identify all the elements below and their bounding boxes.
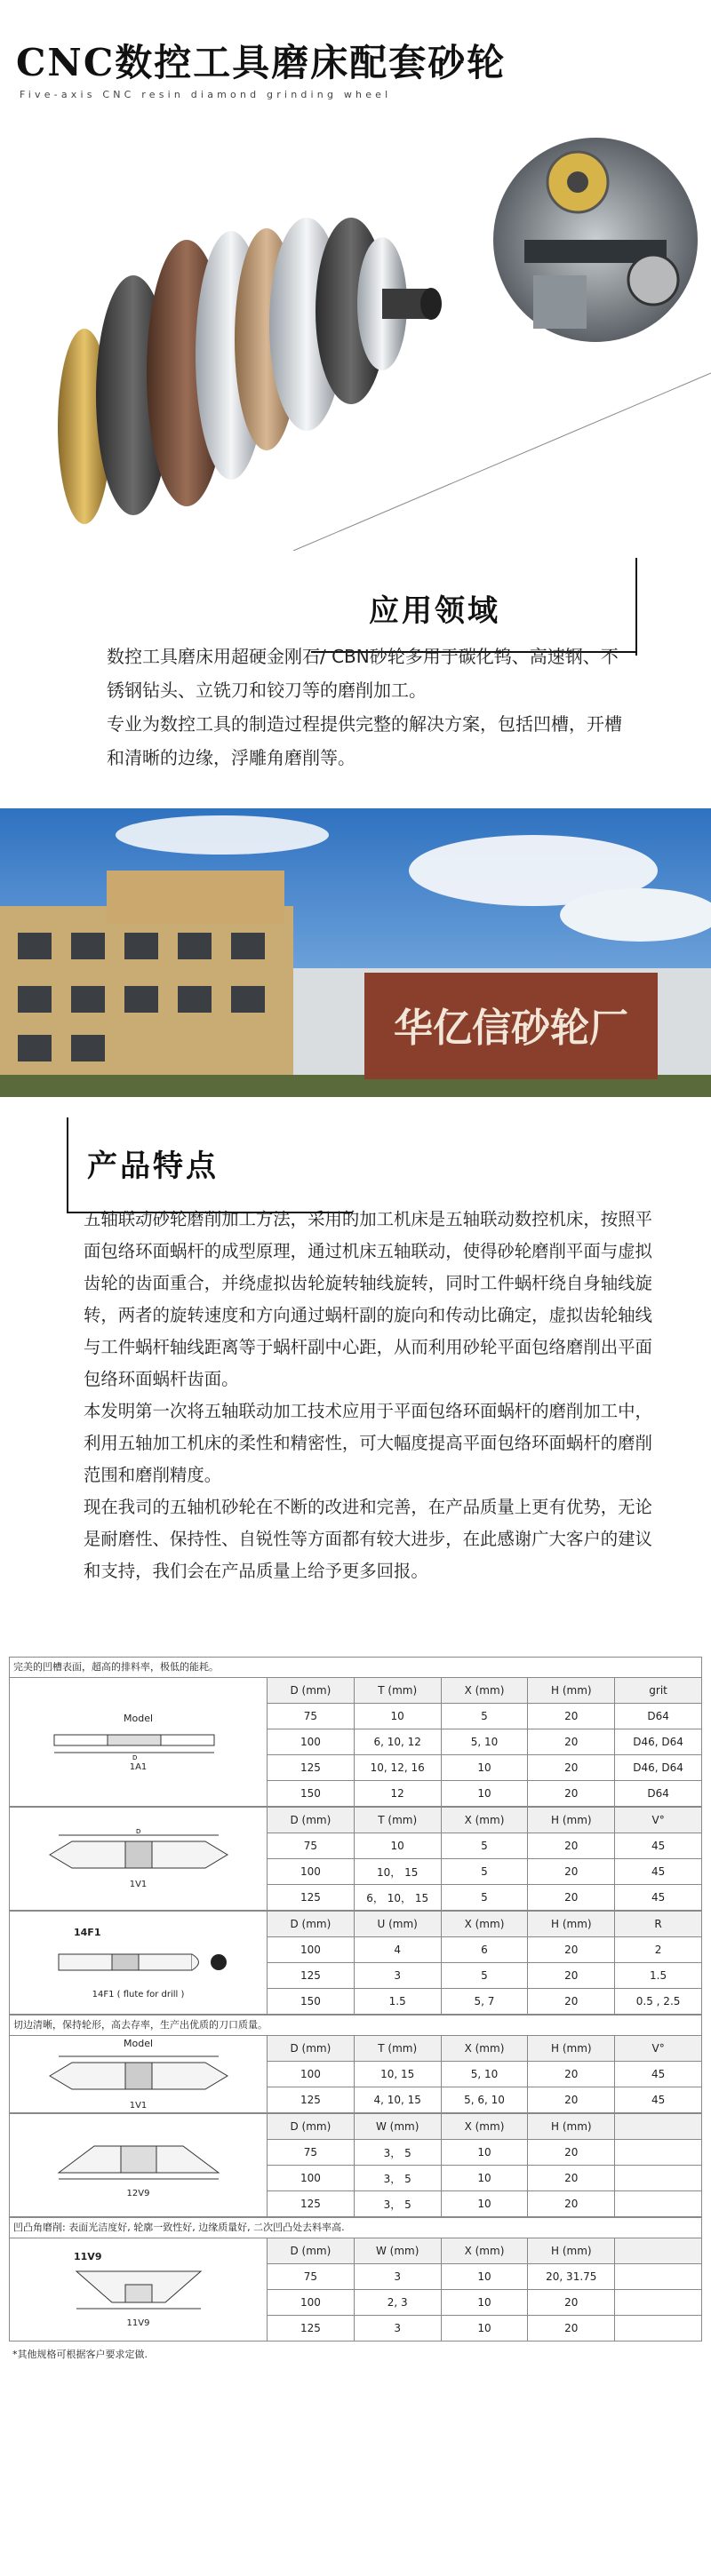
spec-note-band: 切边清晰，保持轮形，高去存率，生产出优质的刀口质量。 [9,2015,702,2035]
spec-cell: D46, D64 [615,1729,702,1755]
spec-cell: 20, 31.75 [528,2264,615,2290]
spec-cell: D46, D64 [615,1755,702,1781]
spec-cell: 75 [268,2140,355,2166]
spec-cell: 20 [528,1833,615,1859]
spec-cell: 100 [268,1937,355,1963]
spec-header: H (mm) [528,2114,615,2140]
wheel-profile-diagram [12,1724,265,1762]
spec-header: T (mm) [354,1808,441,1833]
spec-model-cell [10,2036,268,2113]
spec-header: D (mm) [268,2238,355,2264]
spec-model-name: 14F1 ( flute for drill ) [92,1989,185,2000]
spec-header: Model [123,1712,154,1724]
features-paragraph: 五轴联动砂轮磨削加工方法，采用的加工机床是五轴联动数控机床，按照平面包络环面蜗杆的成型原理，通过机床五轴联动，使得砂轮磨削平面与虚拟齿轮的齿面重合，并绕虚拟齿轮旋转轴线旋转，同时工件蜗杆绕自身轴线旋转，两者的旋转速度和方向通过蜗杆副的旋向和传动比确定，虚拟齿轮轴线与工件蜗杆轴线距离等于蜗杆副中心距，从而利用砂轮平面包络磨削出平面包络环面蜗杆齿面。 [84,1209,652,1389]
spec-header: T (mm) [354,1678,441,1704]
spec-header: V° [615,2036,702,2062]
spec-model-cell [10,1912,268,2015]
wheel-profile-diagram [12,2133,265,2189]
spec-cell: 6, 10, 12 [354,1729,441,1755]
section-rule [67,1117,68,1213]
spec-cell: 20 [528,1937,615,1963]
spec-model-name: 12V9 [126,2188,150,2198]
spec-cell [615,2166,702,2191]
spec-cell: 5, 10 [441,1729,528,1755]
spec-cell: 10 [441,1755,528,1781]
spec-cell: 3 [354,1963,441,1989]
spec-cell: 3 [354,2316,441,2341]
spec-cell: 5, 7 [441,1989,528,2015]
spec-cell: 10, 12, 16 [354,1755,441,1781]
spec-cell: 75 [268,2264,355,2290]
page-subtitle: Five-axis CNC resin diamond grinding wheel [20,89,392,100]
spec-header [615,2114,702,2140]
spec-footnote: *其他规格可根据客户要求定做. [12,2349,148,2360]
spec-cell: 2, 3 [354,2290,441,2316]
spec-header: D (mm) [268,1912,355,1937]
spec-cell [615,2191,702,2217]
spec-cell: 20 [528,1755,615,1781]
spec-model-name: 1V1 [129,2101,148,2111]
spec-header: R [615,1912,702,1937]
spec-header: X (mm) [441,2036,528,2062]
spec-cell: 100 [268,2062,355,2087]
spec-note-band: 凹凸角磨削: 表面光洁度好, 轮廓一致性好, 边缘质量好, 二次凹凸处去料率高. [9,2217,702,2238]
spec-cell: 100 [268,2290,355,2316]
application-paragraph: 专业为数控工具的制造过程提供完整的解决方案，包括凹槽，开槽和清晰的边缘，浮雕角磨削等。 [107,713,622,768]
spec-cell: 125 [268,1755,355,1781]
spec-cell: 12 [354,1781,441,1807]
product-hero [0,107,711,551]
spec-model-cell [10,2114,268,2217]
spec-cell: 10 [354,1833,441,1859]
spec-cell: 20 [528,1704,615,1729]
spec-header: D (mm) [268,2114,355,2140]
spec-cell: 10 [441,2166,528,2191]
spec-cell: 125 [268,2191,355,2217]
spec-cell: 45 [615,1859,702,1885]
spec-model-cell [10,2238,268,2341]
spec-cell: 10 [441,2290,528,2316]
spec-cell: 45 [615,2062,702,2087]
wheel-profile-diagram [12,2049,265,2101]
spec-cell: 125 [268,2316,355,2341]
application-text [107,640,622,775]
spec-cell: 0.5 , 2.5 [615,1989,702,2015]
spec-cell: 20 [528,2062,615,2087]
spec-group [9,1807,702,1911]
spec-cell: 20 [528,2140,615,2166]
factory-sign-text: 华亿信砂轮厂 [394,1006,628,1051]
wheel-profile-diagram [12,1938,265,1990]
spec-cell: 5 [441,1963,528,1989]
spec-group [9,1677,702,1807]
spec-header: V° [615,1808,702,1833]
application-paragraph: 数控工具磨床用超硬金刚石/ CBN砂轮多用于碳化钨、高速钢、不锈钢钻头、立铣刀和铰刀等的磨削加工。 [107,646,619,701]
spec-cell: 5 [441,1833,528,1859]
spec-cell: 125 [268,2087,355,2113]
spec-header: H (mm) [528,1678,615,1704]
spec-cell [615,2316,702,2341]
spec-cell [615,2290,702,2316]
spec-cell: 20 [528,2191,615,2217]
spec-group [9,2238,702,2341]
spec-cell: 3， 5 [354,2191,441,2217]
spec-cell: 10， 15 [354,1859,441,1885]
spec-group [9,1911,702,2015]
spec-cell: 20 [528,2166,615,2191]
spec-cell: 10 [441,2264,528,2290]
features-paragraph: 现在我司的五轴机砂轮在不断的改进和完善，在产品质量上更有优势，无论是耐磨性、保持性、自锐性等方面都有较大进步，在此感谢广大客户的建议和支持，我们会在产品质量上给予更多回报。 [84,1497,652,1581]
spec-cell: 10 [441,2316,528,2341]
spec-cell: 10 [441,2140,528,2166]
spec-cell: 10 [354,1704,441,1729]
spec-cell: 20 [528,1963,615,1989]
spec-table [9,1657,702,2366]
spec-cell: 45 [615,2087,702,2113]
spec-cell: 125 [268,1885,355,1911]
spec-cell: 5 [441,1885,528,1911]
spec-cell: 3 [354,2264,441,2290]
spec-cell: 4 [354,1937,441,1963]
spec-cell: 10, 15 [354,2062,441,2087]
spec-header: Model [123,2038,154,2049]
features-paragraph: 本发明第一次将五轴联动加工技术应用于平面包络环面蜗杆的磨削加工中，利用五轴加工机床的柔性和精密性，可大幅度提高平面包络环面蜗杆的磨削范围和磨削精度。 [84,1401,652,1485]
spec-header: X (mm) [441,1678,528,1704]
spec-cell: 20 [528,1781,615,1807]
spec-header: X (mm) [441,2238,528,2264]
spec-header: H (mm) [528,1808,615,1833]
spec-header [615,2238,702,2264]
spec-cell: 5, 10 [441,2062,528,2087]
spec-cell [615,2264,702,2290]
spec-header: grit [615,1678,702,1704]
spec-note-band: 完美的凹槽表面，超高的排料率，极低的能耗。 [9,1657,702,1677]
spec-cell: 75 [268,1704,355,1729]
spec-group [9,2113,702,2217]
spec-header: U (mm) [354,1912,441,1937]
spec-cell: 150 [268,1989,355,2015]
spec-cell: 100 [268,1729,355,1755]
spec-header: H (mm) [528,2238,615,2264]
spec-cell: 10 [441,1781,528,1807]
spec-header: W (mm) [354,2238,441,2264]
spec-header: H (mm) [528,1912,615,1937]
svg-text:D: D [132,1753,137,1760]
spec-header: H (mm) [528,2036,615,2062]
spec-cell: D64 [615,1704,702,1729]
spec-model-name: 11V9 [126,2318,150,2328]
spec-header: D (mm) [268,1808,355,1833]
spec-cell: 5 [441,1704,528,1729]
spec-group [9,2035,702,2113]
features-text [84,1204,652,1587]
application-heading: 应用领域 [369,593,500,629]
spec-cell: 5, 6, 10 [441,2087,528,2113]
spec-header: X (mm) [441,1808,528,1833]
spec-cell: 5 [441,1859,528,1885]
spec-model-name: 1A1 [129,1761,148,1772]
spec-header: T (mm) [354,2036,441,2062]
factory-photo [0,808,711,1097]
features-heading: 产品特点 [87,1149,219,1184]
spec-cell: 20 [528,1885,615,1911]
spec-model-cell [10,1678,268,1807]
spec-header: X (mm) [441,1912,528,1937]
page-title: CNC数控工具磨床配套砂轮 [16,41,507,84]
svg-text:D: D [135,1828,140,1835]
spec-cell: 4, 10, 15 [354,2087,441,2113]
spec-cell: 2 [615,1937,702,1963]
spec-cell: 45 [615,1885,702,1911]
spec-cell: 3， 5 [354,2166,441,2191]
spec-cell: 100 [268,1859,355,1885]
spec-cell: 20 [528,2316,615,2341]
spec-cell: D64 [615,1781,702,1807]
spec-cell: 20 [528,1989,615,2015]
section-rule [635,558,637,656]
spec-cell: 6 [441,1937,528,1963]
spec-model-cell [10,1808,268,1911]
spec-cell: 3， 5 [354,2140,441,2166]
spec-header: W (mm) [354,2114,441,2140]
spec-cell: 150 [268,1781,355,1807]
spec-header: X (mm) [441,2114,528,2140]
spec-header: D (mm) [268,1678,355,1704]
grinding-wheels-illustration [0,107,711,551]
spec-cell: 20 [528,1729,615,1755]
spec-cell: 20 [528,2087,615,2113]
spec-cell: 1.5 [615,1963,702,1989]
spec-cell: 20 [528,2290,615,2316]
spec-model-name: 1V1 [129,1880,148,1889]
wheel-profile-diagram [12,1828,265,1880]
spec-cell: 125 [268,1963,355,1989]
spec-cell [615,2140,702,2166]
spec-header: D (mm) [268,2036,355,2062]
wheel-profile-diagram [12,2262,265,2318]
spec-cell: 10 [441,2191,528,2217]
spec-cell: 6， 10， 15 [354,1885,441,1911]
spec-shape-label: 11V9 [74,2251,102,2262]
spec-cell: 75 [268,1833,355,1859]
spec-cell: 20 [528,1859,615,1885]
spec-cell: 100 [268,2166,355,2191]
spec-cell: 45 [615,1833,702,1859]
spec-cell: 1.5 [354,1989,441,2015]
spec-shape-label: 14F1 [74,1926,101,1938]
